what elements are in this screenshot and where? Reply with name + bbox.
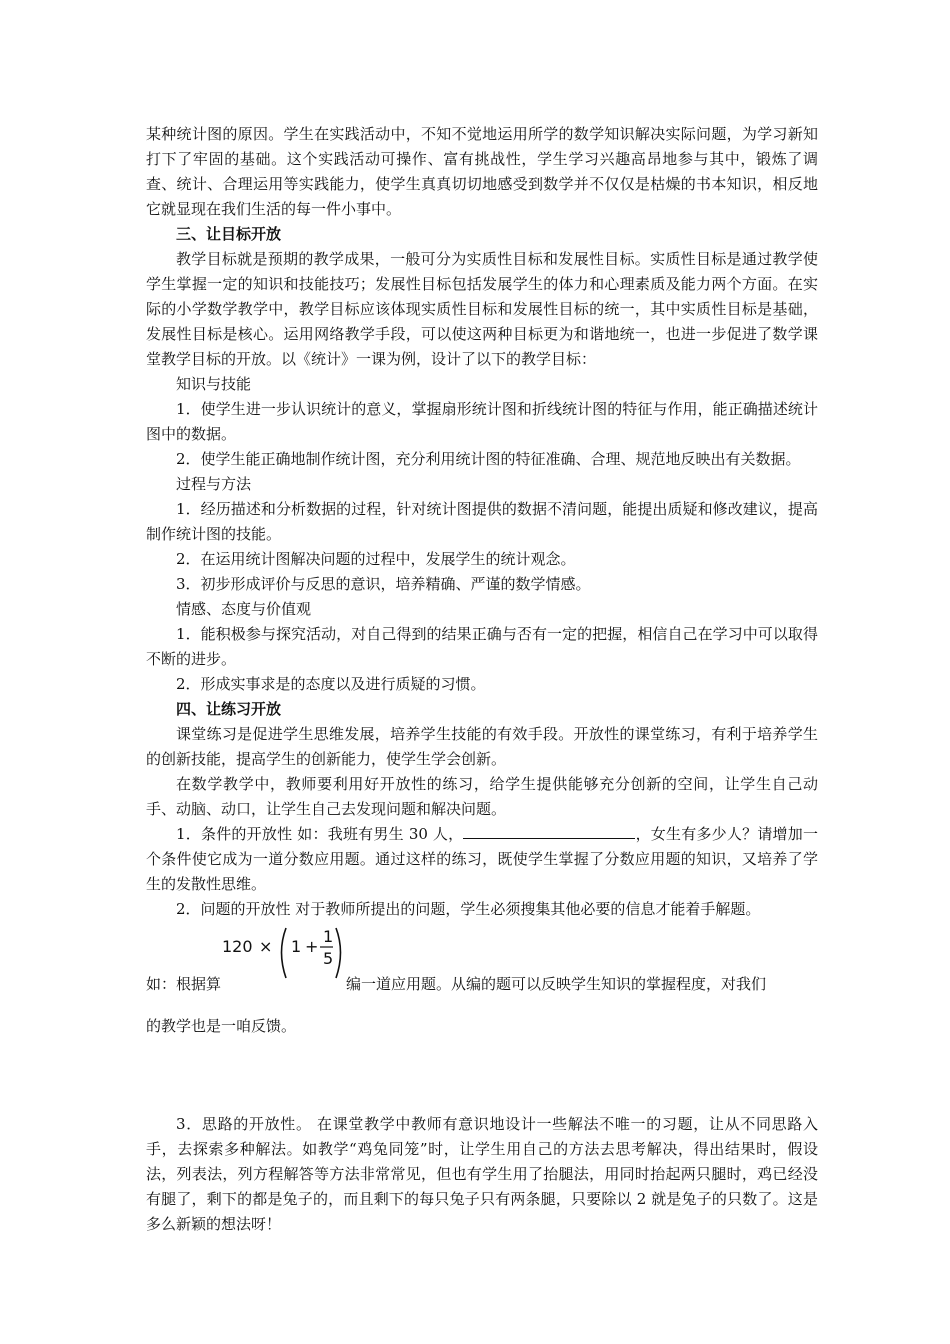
question-openness-end: 的教学也是一咱反馈。 bbox=[146, 1017, 297, 1035]
formula-lead-text: 如：根据算 bbox=[146, 975, 222, 993]
subheading-knowledge: 知识与技能 bbox=[176, 375, 252, 393]
formula-term-one: 1 bbox=[291, 937, 302, 956]
paragraph-practice: 课堂练习是促进学生思维发展，培养学生技能的有效手段。开放性的课堂练习，有利于培养学生的创新技能，提高学生的创新能力，使学生学会创新。 bbox=[146, 725, 818, 768]
emotion-item-2: 2．形成实事求是的态度以及进行质疑的习惯。 bbox=[176, 675, 486, 693]
emotion-item-1: 1．能积极参与探究活动，对自己得到的结果正确与否有一定的把握，相信自己在学习中可以取得不断的进步。 bbox=[146, 625, 818, 668]
condition-text-after: ，女生有多少人？请增加一个条件使它成为一道分数应用题。通过这样的练习，既使学生掌握了分数应用题的知识，又培养了学生的发散性思维。 bbox=[146, 825, 818, 893]
paragraph-open-practice: 在数学教学中，教师要利用好开放性的练习，给学生提供能够充分创新的空间，让学生自己动手、动脑、动口，让学生自己去发现问题和解决问题。 bbox=[146, 775, 818, 818]
formula-term-120: 120 bbox=[222, 937, 253, 956]
math-formula bbox=[222, 922, 344, 984]
paragraph-goals: 教学目标就是预期的教学成果，一般可分为实质性目标和发展性目标。实质性目标是通过教学使学生掌握一定的知识和技能技巧；发展性目标包括发展学生的体力和心理素质及能力两个方面。在实际的小学数学教学中，教学目标应该体现实质性目标和发展性目标的统一，其中实质性目标是基础，发展性目标是核心。运用网络教学手段，可以使这两种目标更为和谐地统一，也进一步促进了数学课堂教学目标的开放。以《统计》一课为例，设计了以下的教学目标： bbox=[146, 250, 818, 368]
knowledge-item-2: 2．使学生能正确地制作统计图，充分利用统计图的特征准确、合理、规范地反映出有关数据。 bbox=[176, 450, 801, 468]
condition-text-before: 1．条件的开放性 如：我班有男生 30 人， bbox=[176, 825, 464, 843]
process-item-2: 2．在运用统计图解决问题的过程中，发展学生的统计观念。 bbox=[176, 550, 576, 568]
question-openness: 2．问题的开放性 对于教师所提出的问题，学生必须搜集其他必要的信息才能着手解题。 bbox=[176, 900, 761, 918]
subheading-emotion: 情感、态度与价值观 bbox=[176, 600, 312, 618]
formula-row bbox=[146, 922, 818, 1004]
lower-text-block bbox=[146, 1112, 818, 1237]
knowledge-item-1: 1．使学生进一步认识统计的意义，掌握扇形统计图和折线统计图的特征与作用，能正确描述统计图中的数据。 bbox=[146, 400, 818, 443]
formula-tail-text: 编一道应用题。从编的题可以反映学生知识的掌握程度，对我们 bbox=[346, 975, 767, 993]
process-item-1: 1．经历描述和分析数据的过程，针对统计图提供的数据不清问题，能提出质疑和修改建议，提高制作统计图的技能。 bbox=[146, 500, 818, 543]
right-paren bbox=[336, 928, 341, 978]
process-item-3: 3．初步形成评价与反思的意识，培养精确、严谨的数学情感。 bbox=[176, 575, 591, 593]
paragraph-intro: 某种统计图的原因。学生在实践活动中，不知不觉地运用所学的数学知识解决实际问题，为学习新知打下了牢固的基础。这个实践活动可操作、富有挑战性，学生学习兴趣高昂地参与其中，锻炼了调查、统计、合理运用等实践能力，使学生真真切切地感受到数学并不仅仅是枯燥的书本知识，相反地它就显现在我们生活的每一件小事中。 bbox=[146, 125, 818, 218]
fraction-denominator: 5 bbox=[323, 949, 334, 968]
heading-3: 三、让目标开放 bbox=[176, 225, 282, 243]
upper-text-block bbox=[146, 122, 818, 1039]
formula-times-sign: × bbox=[259, 937, 273, 956]
left-paren bbox=[282, 928, 287, 978]
answer-blank-line bbox=[463, 824, 635, 839]
formula-plus-sign: + bbox=[305, 937, 319, 956]
subheading-process: 过程与方法 bbox=[176, 475, 252, 493]
heading-4: 四、让练习开放 bbox=[176, 700, 282, 718]
condition-openness bbox=[146, 822, 818, 897]
thinking-openness: 3．思路的开放性。 在课堂教学中教师有意识地设计一些解法不唯一的习题，让从不同思路入手，去探索多种解法。如教学“鸡兔同笼”时，让学生用自己的方法去思考解决，得出结果时，假设法，列表法，列方程解答等方法非常常见，但也有学生用了抬腿法，用同时抬起两只腿时，鸡已经没有腿了，剩下的都是兔子的，而且剩下的每只兔子只有两条腿，只要除以 2 就是兔子的只数了。这是多么新颖的想法呀！ bbox=[146, 1115, 818, 1233]
fraction-numerator: 1 bbox=[323, 927, 334, 946]
